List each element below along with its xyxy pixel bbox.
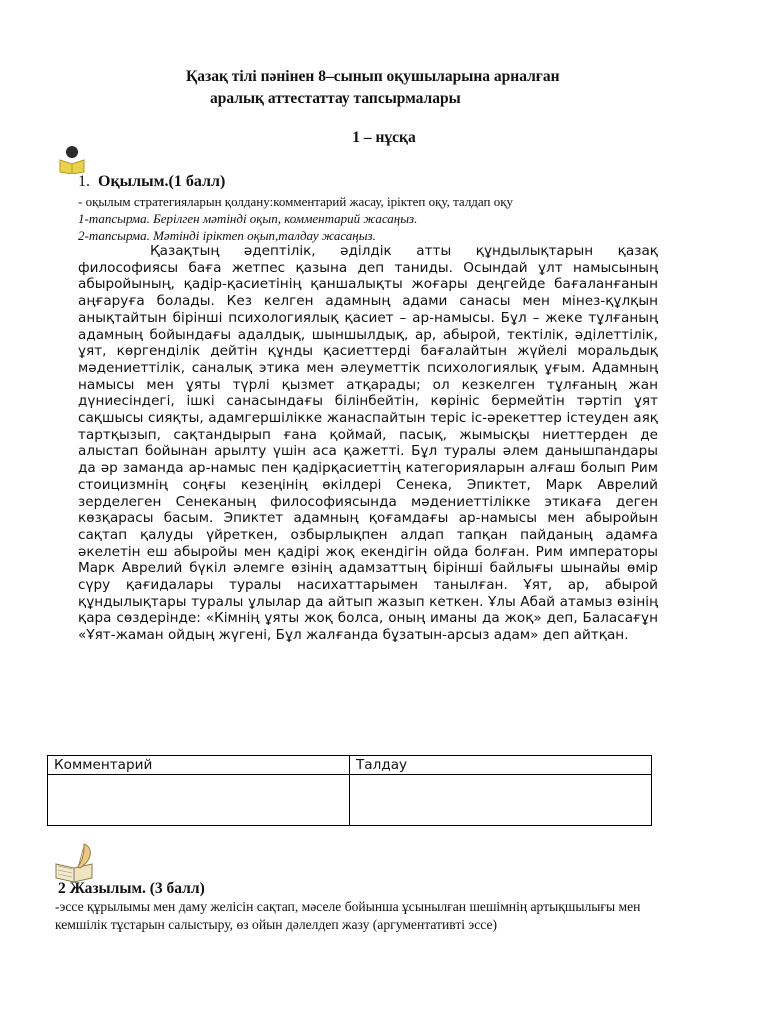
book-quill-icon (54, 842, 98, 884)
analysis-answer-cell[interactable] (350, 775, 652, 826)
writing-section-heading: 2 Жазылым. (3 балл) (58, 880, 205, 897)
reading-strategy: - оқылым стратегияларын қолдану:комментарий жасау, іріктеп оқу, талдап оқу (78, 194, 514, 209)
document-title-line1: Қазақ тілі пәнінен 8–сынып оқушыларына арналған (186, 68, 560, 85)
variant-heading: 1 – нұсқа (352, 129, 416, 146)
reading-passage: Қазақтың әдептілік, әділдік атты құндылықтарын қазақ философиясы баға жетпес қазына деп таниды. Осындай ұлт намысының абыройының, қадір-қасиетінің қаншалықты жоғары деңгейде бағаланғанын аңғаруға болады. Кез келген адамның адами санасы мен мінез-құлқын анықтайтын бірінші психологиялық қасиет – ар-намысы. Бұл – жеке тұлғаның адамның бойындағы адалдық, шыншылдық, ар, абырой, тектілік, әділеттілік, ұят, көргенділік дейтін құнды қасиеттерді бағалайтын жүйелі моральдық мәдениеттілік, саналық этика мен әлеуметтік психологиялық ұғым. Адамның намысы мен ұяты түрлі қызмет атқарады; ол кезкелген тұлғаның жан дүниесіндегі, ішкі санасындағы білінбейтін, көрініс бермейтін тәртіп ұят сақшысы сияқты, адамгершілікке жанаспайтын теріс іс-әрекеттер істеуден аяқ тартқызып, сақтандырып ғана қоймай, пасық, жымысқы ниеттерден де алыстап бойынан арылту үшін аса қажетті. Бұл туралы әлем данышпандары да әр заманда ар-намыс пен қадірқасиеттің категорияларын алғаш болып Рим стоицизмнің соңғы кезеңінің өкілдері Сенека, Эпиктет, Марк Аврелий зерделеген Сенеканың философиясында мәдениеттілікке этикаға деген көзқарасы басым. Эпиктет адамның қоғамдағы ар-намысы мен абыройын сақтап қалуды үйреткен, озбырлықпен алдап тапқан пайданың адамға әкелетін еш абыройы мен қадірі жоқ екендігін ойда болған. Рим императоры Марк Аврелий бүкіл әлемге өзінің адамзаттың бірінші байлығы шынайы өмір сүру қағидалары туралы насихаттарымен танылған. Ұят, ар, абырой құндылықтары туралы ұлылар да айтып жазып кеткен. Ұлы Абай атамыз өзінің қара сөздерінде: «Кімнің ұяты жоқ болса, оның иманы да жоқ» деп, Баласағұн «Ұят-жаман ойдың жүгені, Бұл жалғанда бұзатын-арсыз адам» деп айтқан. (78, 243, 658, 644)
table-header-comment: Комментарий (48, 756, 350, 775)
task-2: 2-тапсырма. Мәтінді іріктеп оқып,талдау жасаңыз. (78, 228, 376, 243)
comment-analysis-table (47, 755, 652, 826)
table-header-analysis: Талдау (350, 756, 652, 775)
document-title-line2: аралық аттестаттау тапсырмалары (210, 90, 461, 107)
comment-answer-cell[interactable] (48, 775, 350, 826)
task-1: 1-тапсырма. Берілген мәтінді оқып, комментарий жасаңыз. (78, 211, 418, 226)
reading-section-title: Оқылым.(1 балл) (98, 173, 226, 190)
reader-icon (58, 144, 86, 174)
reading-section-number: 1. (78, 173, 90, 190)
writing-task-description: -эссе құрылымы мен даму желісін сақтап, мәселе бойынша ұсынылған шешімнің артықшылығы мен кемшілік тұстарын салыстыру, өз ойын дәлелдеп жазу (аргументативті эссе) (55, 899, 641, 932)
reading-section-heading (78, 173, 225, 191)
